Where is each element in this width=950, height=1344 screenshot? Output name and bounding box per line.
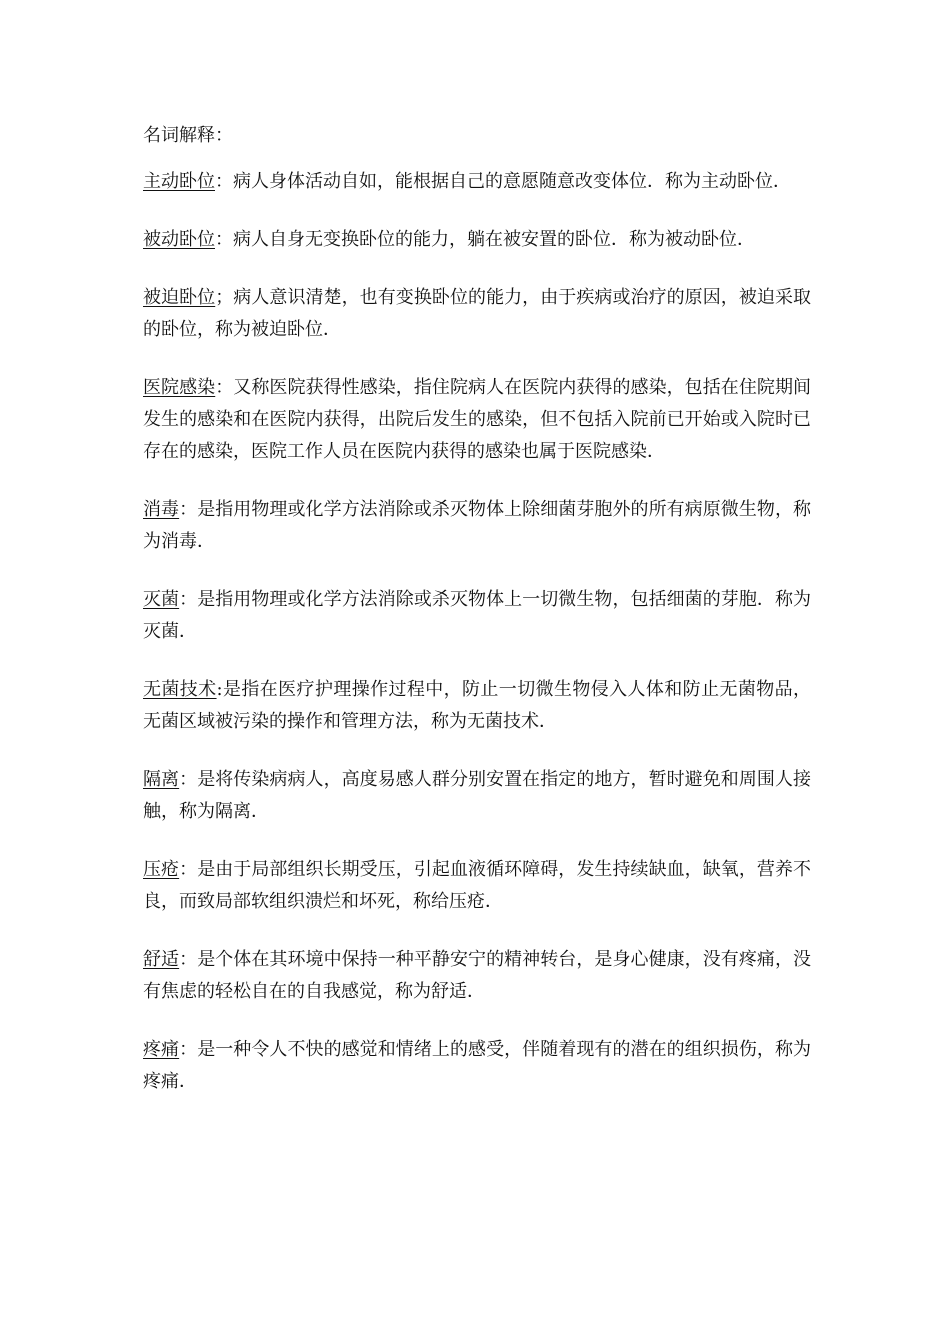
term: 压疮 (143, 859, 180, 880)
term: 消毒 (143, 499, 180, 520)
entry-passive-position (143, 224, 811, 256)
definition: 是指用物理或化学方法消除或杀灭物体上除细菌芽胞外的所有病原微生物，称为消毒． (143, 499, 812, 552)
definition: 是个体在其环境中保持一种平静安宁的精神转台，是身心健康，没有疼痛，没有焦虑的轻松自在的自我感觉，称为舒适． (143, 949, 812, 1002)
entry-pressure-sore (143, 854, 811, 918)
definition: 又称医院获得性感染，指住院病人在医院内获得的感染，包括在住院期间发生的感染和在医院内获得，出院后发生的感染，但不包括入院前已开始或入院时已存在的感染，医院工作人员在医院内获得的感染也属于医院感染． (143, 377, 812, 462)
entry-sterilization (143, 584, 811, 648)
term: 被动卧位 (143, 229, 215, 250)
section-heading: 名词解释： (143, 125, 233, 146)
definition: 病人自身无变换卧位的能力，躺在被安置的卧位．称为被动卧位． (233, 229, 755, 250)
separator: ： (179, 589, 198, 610)
entry-aseptic-technique (143, 674, 811, 738)
term: 无菌技术 (143, 679, 217, 700)
separator: ： (179, 499, 198, 520)
definition: 病人意识清楚，也有变换卧位的能力，由于疾病或治疗的原因，被迫采取的卧位，称为被迫卧位． (143, 287, 812, 340)
term: 疼痛 (143, 1039, 180, 1060)
document-page (143, 120, 811, 1124)
separator: ： (179, 949, 198, 970)
entry-pain (143, 1034, 811, 1098)
definition: 病人身体活动自如，能根据自己的意愿随意改变体位．称为主动卧位． (233, 171, 791, 192)
term: 被迫卧位 (143, 287, 216, 308)
separator: ： (215, 229, 233, 250)
entry-active-position (143, 166, 811, 198)
separator: ： (215, 171, 233, 192)
definition: 是由于局部组织长期受压，引起血液循环障碍，发生持续缺血，缺氧，营养不良，而致局部软组织溃烂和坏死，称给压疮． (143, 859, 812, 912)
term: 舒适 (143, 949, 180, 970)
separator: ： (179, 859, 198, 880)
term: 主动卧位 (143, 171, 215, 192)
term: 医院感染 (143, 377, 216, 398)
separator: ； (215, 287, 234, 308)
definition: 是将传染病病人，高度易感人群分别安置在指定的地方，暂时避免和周围人接触，称为隔离． (143, 769, 812, 822)
entry-hospital-infection (143, 372, 811, 468)
definition: 是指用物理或化学方法消除或杀灭物体上一切微生物，包括细菌的芽胞．称为灭菌． (143, 589, 812, 642)
separator: ： (215, 377, 234, 398)
separator: : (216, 679, 223, 700)
separator: ： (179, 769, 198, 790)
separator: ： (179, 1039, 198, 1060)
term: 隔离 (143, 769, 180, 790)
entry-isolation (143, 764, 811, 828)
term: 灭菌 (143, 589, 180, 610)
entry-comfort (143, 944, 811, 1008)
entry-forced-position (143, 282, 811, 346)
entry-disinfection (143, 494, 811, 558)
definition: 是一种令人不快的感觉和情绪上的感受，伴随着现有的潜在的组织损伤，称为疼痛． (143, 1039, 812, 1092)
definition: 是指在医疗护理操作过程中，防止一切微生物侵入人体和防止无菌物品，无菌区域被污染的操作和管理方法，称为无菌技术． (143, 679, 811, 732)
